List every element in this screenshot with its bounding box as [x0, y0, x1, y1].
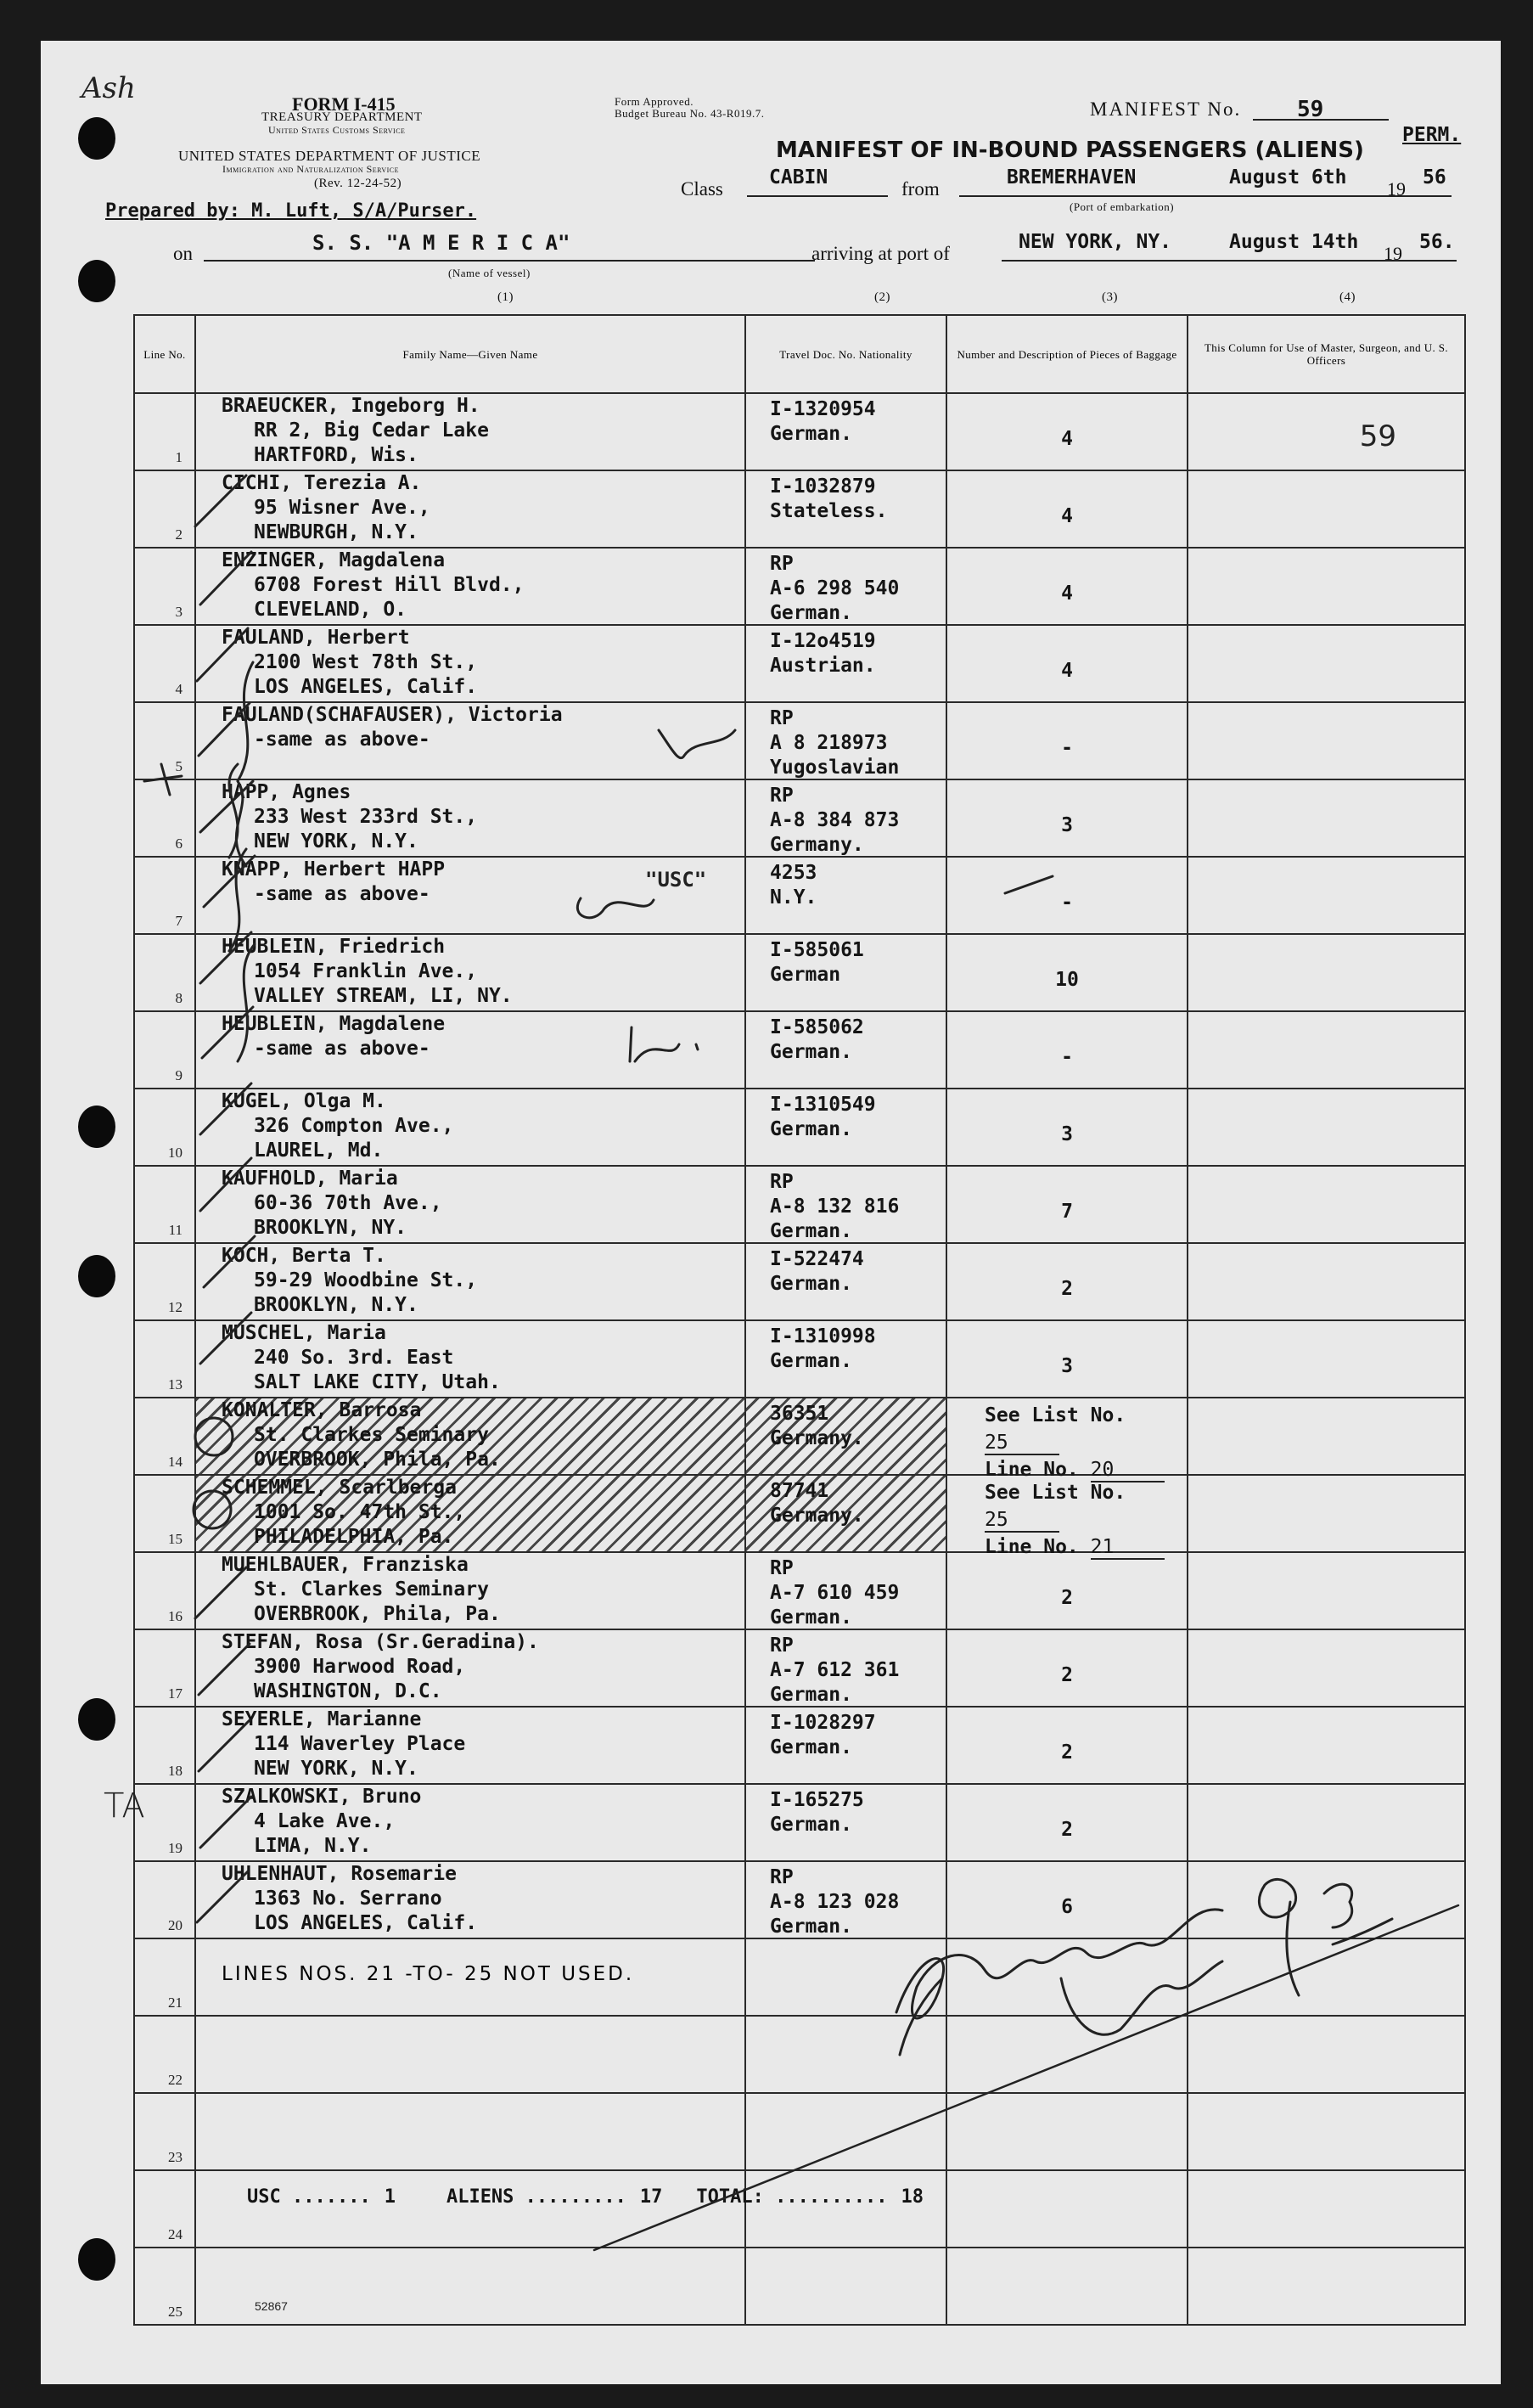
baggage-count: 2 — [1061, 1664, 1073, 1686]
col-header-name: Family Name—Given Name — [195, 315, 745, 393]
passenger-name: HEUBLEIN, Friedrich — [222, 936, 446, 958]
col-header-officers: This Column for Use of Master, Surgeon, and U. S. Officers — [1188, 315, 1465, 393]
passenger-city: LIMA, N.Y. — [254, 1835, 372, 1857]
travel-doc-line: RP — [770, 1557, 794, 1579]
travel-doc-line: Austrian. — [770, 655, 876, 677]
line-number: 15 — [168, 1531, 182, 1547]
passenger-city: LOS ANGELES, Calif. — [254, 1912, 478, 1934]
passenger-address: 3900 Harwood Road, — [254, 1656, 466, 1678]
budget-bureau: Budget Bureau No. 43-R019.7. — [615, 107, 765, 120]
passenger-address: -same as above- — [254, 1038, 430, 1060]
passenger-city: NEW YORK, N.Y. — [254, 1758, 418, 1780]
class-label: Class — [681, 178, 723, 200]
travel-doc-line: 36351 — [770, 1403, 829, 1425]
form-number: FORM I-415 — [292, 93, 396, 115]
customs-service: United States Customs Service — [268, 124, 406, 136]
baggage-count: - — [1061, 892, 1073, 914]
lines-not-used-note: LINES NOS. 21 -TO- 25 NOT USED. — [222, 1963, 635, 1985]
see-line-no: 21 — [1091, 1536, 1165, 1560]
passenger-address: 59-29 Woodbine St., — [254, 1269, 478, 1291]
passenger-name: HEUBLEIN, Magdalene — [222, 1013, 446, 1035]
travel-doc-line: RP — [770, 1634, 794, 1657]
passenger-address: 240 So. 3rd. East — [254, 1347, 454, 1369]
line-number: 8 — [175, 990, 182, 1006]
travel-doc-line: German. — [770, 423, 852, 445]
passenger-address: 6708 Forest Hill Blvd., — [254, 574, 525, 596]
passenger-name: BRAEUCKER, Ingeborg H. — [222, 395, 480, 417]
line-number: 20 — [168, 1917, 182, 1933]
baggage-count: 2 — [1061, 1587, 1073, 1609]
passenger-name: HAPP, Agnes — [222, 781, 351, 803]
passenger-address: 326 Compton Ave., — [254, 1115, 454, 1137]
passenger-name: KNAPP, Herbert HAPP — [222, 858, 446, 880]
passenger-city: OVERBROOK, Phila, Pa. — [254, 1603, 501, 1625]
nationality: Germany. — [770, 834, 864, 856]
passenger-name: KONALTER, Barrosa — [222, 1399, 422, 1421]
baggage-count: 3 — [1061, 1123, 1073, 1145]
on-label: on — [173, 243, 193, 264]
line-number: 25 — [168, 2304, 182, 2320]
baggage-count: 3 — [1061, 814, 1073, 836]
baggage-count: - — [1061, 737, 1073, 759]
travel-doc-line: A-8 384 873 — [770, 809, 900, 831]
see-list-label: See List No. — [985, 1482, 1126, 1504]
nationality: German. — [770, 1916, 852, 1938]
baggage-count: 2 — [1061, 1741, 1073, 1764]
baggage-count: 2 — [1061, 1819, 1073, 1841]
col-number-1: (1) — [497, 290, 514, 304]
travel-doc-line: I-1310549 — [770, 1094, 876, 1116]
passenger-address: RR 2, Big Cedar Lake — [254, 419, 489, 442]
nationality: German. — [770, 602, 852, 624]
passenger-address: -same as above- — [254, 729, 430, 751]
line-number: 10 — [168, 1145, 182, 1161]
passenger-address: 1001 So. 47th St., — [254, 1501, 466, 1523]
col-header-baggage: Number and Description of Pieces of Baggage — [946, 315, 1188, 393]
arrival-date: August 14th — [1229, 231, 1359, 253]
aliens-label: ALIENS ......... — [446, 2186, 626, 2208]
travel-doc-line: German. — [770, 1350, 852, 1372]
baggage-count: 3 — [1061, 1355, 1073, 1377]
nationality: German. — [770, 1684, 852, 1706]
manifest-no: 59 — [1297, 97, 1324, 122]
passenger-city: SALT LAKE CITY, Utah. — [254, 1371, 501, 1393]
travel-doc-line: I-165275 — [770, 1789, 864, 1811]
line-number: 14 — [168, 1454, 182, 1470]
passenger-name: SZALKOWSKI, Bruno — [222, 1786, 422, 1808]
travel-doc-line: A-7 610 459 — [770, 1582, 900, 1604]
travel-doc-line: N.Y. — [770, 886, 817, 909]
line-number: 18 — [168, 1763, 182, 1779]
passenger-name: SCHEMMEL, Scarlberga — [222, 1477, 457, 1499]
usc-label: USC ....... — [247, 2186, 371, 2208]
travel-doc-line: Germany. — [770, 1505, 864, 1527]
travel-doc-line: A-6 298 540 — [770, 577, 900, 599]
arriving-label: arriving at port of — [811, 243, 950, 264]
vessel-name: S. S. "A M E R I C A" — [312, 231, 570, 255]
col-number-4: (4) — [1339, 290, 1356, 304]
travel-doc-line: Germany. — [770, 1427, 864, 1449]
form-revision: (Rev. 12-24-52) — [314, 177, 402, 190]
passenger-city: BROOKLYN, N.Y. — [254, 1294, 418, 1316]
see-list-label: See List No. — [985, 1404, 1126, 1426]
line-number: 9 — [175, 1067, 182, 1083]
prepared-by: Prepared by: M. Luft, S/A/Purser. — [105, 200, 477, 222]
passenger-city: LAUREL, Md. — [254, 1139, 384, 1162]
passenger-address: 1054 Franklin Ave., — [254, 960, 478, 982]
passenger-city: PHILADELPHIA, Pa. — [254, 1526, 454, 1548]
line-number: 6 — [175, 835, 182, 852]
travel-doc-line: 4253 — [770, 862, 817, 884]
passenger-name: KAUFHOLD, Maria — [222, 1167, 398, 1190]
passenger-city: BROOKLYN, NY. — [254, 1217, 407, 1239]
passenger-city: VALLEY STREAM, LI, NY. — [254, 985, 513, 1007]
baggage-count: 2 — [1061, 1278, 1073, 1300]
ins-service: Immigration and Naturalization Service — [222, 163, 400, 175]
travel-doc-line: A 8 218973 — [770, 732, 888, 754]
line-number: 11 — [168, 1222, 182, 1238]
travel-doc-line: German. — [770, 1814, 852, 1836]
port-embark-caption: (Port of embarkation) — [1070, 200, 1175, 213]
line-number: 23 — [168, 2149, 182, 2165]
embark-port: BREMERHAVEN — [1007, 166, 1137, 188]
passenger-address: 1363 No. Serrano — [254, 1888, 442, 1910]
travel-doc-line: I-1032879 — [770, 475, 876, 498]
manifest-title: MANIFEST OF IN-BOUND PASSENGERS (ALIENS) — [776, 138, 1364, 163]
baggage-count: 10 — [1055, 969, 1079, 991]
line-number: 19 — [168, 1840, 182, 1856]
passenger-name: KUGEL, Olga M. — [222, 1090, 386, 1112]
travel-doc-line: Stateless. — [770, 500, 888, 522]
arrival-port: NEW YORK, NY. — [1019, 231, 1172, 253]
baggage-count: 4 — [1061, 428, 1073, 450]
col-number-2: (2) — [874, 290, 890, 304]
line-number: 16 — [168, 1608, 182, 1624]
line-number: 2 — [175, 526, 182, 543]
travel-doc-line: RP — [770, 553, 794, 575]
depart-year-prefix: 19 — [1387, 178, 1406, 200]
passenger-name: SEYERLE, Marianne — [222, 1708, 422, 1730]
baggage-count: 4 — [1061, 660, 1073, 682]
passenger-name: FAULAND(SCHAFAUSER), Victoria — [222, 704, 563, 726]
travel-doc-line: A-7 612 361 — [770, 1659, 900, 1681]
vessel-caption: (Name of vessel) — [448, 267, 531, 279]
line-number: 4 — [175, 681, 182, 697]
arrival-year-prefix: 19 — [1384, 243, 1402, 264]
passenger-address: 114 Waverley Place — [254, 1733, 466, 1755]
line-number: 17 — [168, 1685, 182, 1702]
travel-doc-line: German — [770, 964, 841, 986]
travel-doc-line: RP — [770, 707, 794, 729]
travel-doc-line: I-1320954 — [770, 398, 876, 420]
travel-doc-line: RP — [770, 1171, 794, 1193]
passenger-address: St. Clarkes Seminary — [254, 1578, 489, 1601]
travel-doc-line: A-8 123 028 — [770, 1891, 900, 1913]
travel-doc-line: RP — [770, 785, 794, 807]
line-number: 7 — [175, 913, 182, 929]
passenger-city: LOS ANGELES, Calif. — [254, 676, 478, 698]
arrival-year: 56. — [1419, 231, 1455, 253]
aliens-count: 17 — [639, 2186, 663, 2208]
passenger-city: HARTFORD, Wis. — [254, 444, 418, 466]
line-number: 3 — [175, 604, 182, 620]
col-number-3: (3) — [1102, 290, 1118, 304]
passenger-city: OVERBROOK, Phila, Pa. — [254, 1449, 501, 1471]
line-number: 12 — [168, 1299, 182, 1315]
passenger-name: UHLENHAUT, Rosemarie — [222, 1863, 457, 1885]
travel-doc-line: German. — [770, 1118, 852, 1140]
travel-doc-line: A-8 132 816 — [770, 1196, 900, 1218]
passenger-address: 60-36 70th Ave., — [254, 1192, 442, 1214]
passenger-address: St. Clarkes Seminary — [254, 1424, 489, 1446]
line-label: Line No. — [985, 1459, 1079, 1481]
passenger-name: STEFAN, Rosa (Sr.Geradina). — [222, 1631, 539, 1653]
nationality: German. — [770, 1220, 852, 1242]
line-number: 5 — [175, 758, 182, 774]
col-header-line: Line No. — [134, 315, 195, 393]
nationality: German. — [770, 1606, 852, 1629]
passenger-address: -same as above- — [254, 883, 430, 905]
form-approved: Form Approved. — [615, 95, 694, 108]
justice-dept: UNITED STATES DEPARTMENT OF JUSTICE — [178, 148, 481, 164]
perm-stamp: PERM. — [1402, 124, 1462, 146]
passenger-name: MUSCHEL, Maria — [222, 1322, 386, 1344]
passenger-address: 95 Wisner Ave., — [254, 497, 430, 519]
baggage-count: 6 — [1061, 1896, 1073, 1918]
travel-doc-line: German. — [770, 1273, 852, 1295]
usc-note: "USC" — [645, 868, 707, 892]
passenger-name: MUEHLBAUER, Franziska — [222, 1554, 469, 1576]
depart-year: 56 — [1423, 166, 1446, 188]
passenger-city: NEW YORK, N.Y. — [254, 830, 418, 852]
travel-doc-line: German. — [770, 1736, 852, 1758]
baggage-count: 7 — [1061, 1201, 1073, 1223]
col-header-doc: Travel Doc. No. Nationality — [745, 315, 946, 393]
passenger-name: FAULAND, Herbert — [222, 627, 410, 649]
baggage-count: - — [1061, 1046, 1073, 1068]
travel-doc-line: I-1310998 — [770, 1325, 876, 1347]
officer-note: 59 — [1359, 419, 1396, 453]
margin-top-note: Ash — [81, 71, 136, 105]
treasury-dept: TREASURY DEPARTMENT — [261, 110, 423, 124]
line-number: 24 — [168, 2226, 182, 2242]
depart-date: August 6th — [1229, 166, 1347, 188]
baggage-count: 4 — [1061, 505, 1073, 527]
see-list-no: 25 — [985, 1509, 1059, 1533]
manifest-no-label: MANIFEST No. — [1090, 98, 1242, 120]
travel-doc-line: I-585062 — [770, 1016, 864, 1038]
line-number: 21 — [168, 1994, 182, 2011]
passenger-address: 4 Lake Ave., — [254, 1810, 396, 1832]
line-number: 13 — [168, 1376, 182, 1392]
passenger-name: KOCH, Berta T. — [222, 1245, 386, 1267]
passenger-city: WASHINGTON, D.C. — [254, 1680, 442, 1702]
travel-doc-line: I-1028297 — [770, 1712, 876, 1734]
travel-doc-line: I-585061 — [770, 939, 864, 961]
see-line-no: 20 — [1091, 1459, 1165, 1482]
see-list-no: 25 — [985, 1432, 1059, 1455]
passenger-address: 233 West 233rd St., — [254, 806, 478, 828]
travel-doc-line: I-12o4519 — [770, 630, 876, 652]
passenger-city: NEWBURGH, N.Y. — [254, 521, 418, 543]
from-label: from — [901, 178, 940, 200]
nationality: Yugoslavian — [770, 757, 900, 779]
travel-doc-line: RP — [770, 1866, 794, 1888]
travel-doc-line: German. — [770, 1041, 852, 1063]
margin-ta-note: TA — [104, 1786, 145, 1826]
travel-doc-line: I-522474 — [770, 1248, 864, 1270]
usc-count: 1 — [384, 2186, 396, 2208]
total-count: 18 — [901, 2186, 924, 2208]
passenger-address: 2100 West 78th St., — [254, 651, 478, 673]
passenger-name: ENZINGER, Magdalena — [222, 549, 446, 571]
line-number: 1 — [175, 449, 182, 465]
class-value: CABIN — [769, 166, 828, 188]
travel-doc-line: 87741 — [770, 1480, 829, 1502]
total-label: TOTAL: .......... — [696, 2186, 888, 2208]
line-label: Line No. — [985, 1536, 1079, 1558]
passenger-city: CLEVELAND, O. — [254, 599, 407, 621]
footer-code: 52867 — [255, 2299, 288, 2313]
line-number: 22 — [168, 2072, 182, 2088]
passenger-name: CICHI, Terezia A. — [222, 472, 422, 494]
baggage-count: 4 — [1061, 582, 1073, 605]
